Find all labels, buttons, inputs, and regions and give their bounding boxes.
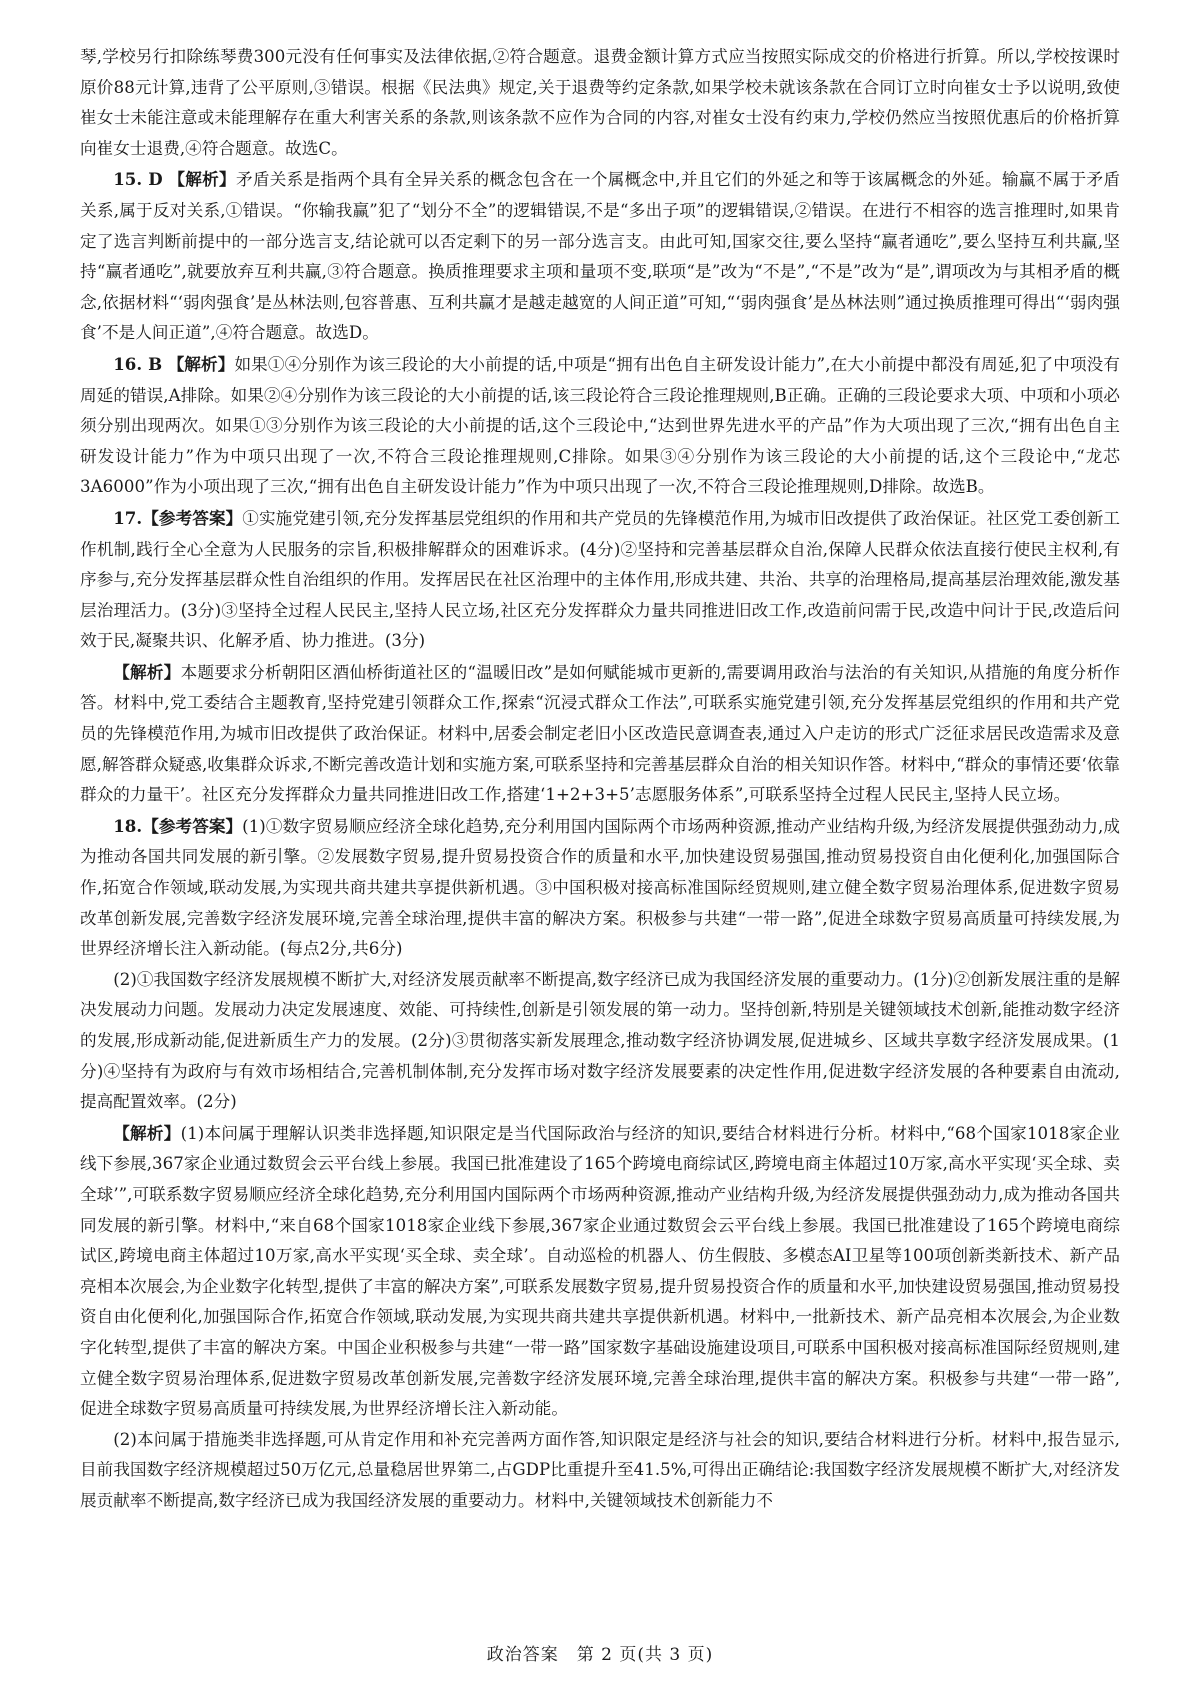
reference-answer-tag: 【参考答案】	[142, 815, 243, 836]
paragraph-q15	[80, 164, 1120, 349]
paragraph-q18-answer-2	[80, 965, 1120, 1118]
paragraph-text: (2)本问属于措施类非选择题,可从肯定作用和补充完善两方面作答,知识限定是经济与社会的知识,要结合材料进行分析。材料中,报告显示,目前我国数字经济规模超过50万亿元,总量稳居世界第二,占GDP比重提升至41.5%,可得出正确结论:我国数字经济发展规模不断扩大,对经济发展贡献率不断提高,数字经济已成为我国经济发展的重要动力。材料中,关键领域技术创新能力不	[80, 1429, 1120, 1510]
paragraph-text: (2)①我国数字经济发展规模不断扩大,对经济发展贡献率不断提高,数字经济已成为我国经济发展的重要动力。(1分)②创新发展注重的是解决发展动力问题。发展动力决定发展速度、效能、可持续性,创新是引领发展的第一动力。坚持创新,特别是关键领域技术创新,能推动数字经济的发展,形成新动能,促进新质生产力的发展。(2分)③贯彻落实新发展理念,推动数字经济协调发展,促进城乡、区域共享数字经济发展成果。(1分)④坚持有为政府与有效市场相结合,完善机制体制,充分发挥市场对数字经济发展要素的决定性作用,促进数字经济发展的各种要素自由流动,提高配置效率。(2分)	[80, 969, 1120, 1112]
paragraph-text: 本题要求分析朝阳区酒仙桥街道社区的“温暖旧改”是如何赋能城市更新的,需要调用政治与法治的有关知识,从措施的角度分析作答。材料中,党工委结合主题教育,坚持党建引领群众工作,探索“沉浸式群众工作法”,可联系实施党建引领,充分发挥基层党组织的作用和共产党员的先锋模范作用,为城市旧改提供了政治保证。材料中,居委会制定老旧小区改造民意调查表,通过入户走访的形式广泛征求居民改造需求及意愿,解答群众疑惑,收集群众诉求,不断完善改造计划和实施方案,可联系坚持和完善基层群众自治的相关知识作答。材料中,“群众的事情还要‘依靠群众的力量干’。社区充分发挥群众力量共同推进旧改工作,搭建‘1+2+3+5’志愿服务体系”,可联系坚持全过程人民民主,坚持人民立场。	[80, 662, 1120, 805]
paragraph-q18-answer-1	[80, 811, 1120, 965]
answer-page	[80, 42, 1120, 1517]
analysis-tag: 【解析】	[168, 169, 236, 190]
analysis-tag: 【解析】	[167, 353, 235, 374]
paragraph-q14-continued	[80, 42, 1120, 164]
analysis-tag: 【解析】	[113, 1122, 181, 1143]
paragraph-text: (1)①数字贸易顺应经济全球化趋势,充分利用国内国际两个市场两种资源,推动产业结构升级,为经济发展提供强劲动力,成为推动各国共同发展的新引擎。②发展数字贸易,提升贸易投资合作的质量和水平,加快建设贸易强国,推动贸易投资自由化便利化,加强国际合作,拓宽合作领域,联动发展,为实现共商共建共享提供新机遇。③中国积极对接高标准国际经贸规则,建立健全数字贸易治理体系,促进数字贸易改革创新发展,完善数字经济发展环境,完善全球治理,提供丰富的解决方案。积极参与共建“一带一路”,促进全球数字贸易高质量可持续发展,为世界经济增长注入新动能。(每点2分,共6分)	[80, 816, 1120, 959]
page-footer: 政治答案 第 2 页(共 3 页)	[486, 1645, 714, 1665]
question-number: 15. D	[113, 169, 163, 190]
paragraph-q17-analysis	[80, 657, 1120, 811]
question-number: 17.	[113, 507, 143, 528]
paragraph-q18-analysis-2	[80, 1425, 1120, 1517]
paragraph-q16	[80, 349, 1120, 503]
paragraph-text: (1)本问属于理解认识类非选择题,知识限定是当代国际政治与经济的知识,要结合材料进行分析。材料中,“68个国家1018家企业线下参展,367家企业通过数贸会云平台线上参展。我国已批准建设了165个跨境电商综试区,跨境电商主体超过10万家,高水平实现‘买全球、卖全球’”,可联系数字贸易顺应经济全球化趋势,充分利用国内国际两个市场两种资源,推动产业结构升级,为经济发展提供强劲动力,成为推动各国共同发展的新引擎。材料中,“来自68个国家1018家企业线下参展,367家企业通过数贸会云平台线上参展。我国已批准建设了165个跨境电商综试区,跨境电商主体超过10万家,高水平实现‘买全球、卖全球’。自动巡检的机器人、仿生假肢、多模态AI卫星等100项创新类新技术、新产品亮相本次展会,为企业数字化转型,提供了丰富的解决方案”,可联系发展数字贸易,提升贸易投资合作的质量和水平,加快建设贸易强国,推动贸易投资自由化便利化,加强国际合作,拓宽合作领域,联动发展,为实现共商共建共享提供新机遇。材料中,一批新技术、新产品亮相本次展会,为企业数字化转型,提供了丰富的解决方案。中国企业积极参与共建“一带一路”国家数字基础设施建设项目,可联系中国积极对接高标准国际经贸规则,建立健全数字贸易治理体系,促进数字贸易改革创新发展,完善数字经济发展环境,完善全球治理,提供丰富的解决方案。积极参与共建“一带一路”,促进全球数字贸易高质量可持续发展,为世界经济增长注入新动能。	[80, 1123, 1120, 1419]
question-number: 16. B	[113, 353, 163, 374]
paragraph-q17-answer	[80, 503, 1120, 657]
question-number: 18.	[113, 815, 143, 836]
paragraph-q18-analysis-1	[80, 1118, 1120, 1425]
analysis-tag: 【解析】	[113, 661, 181, 682]
reference-answer-tag: 【参考答案】	[142, 507, 243, 528]
paragraph-text: 矛盾关系是指两个具有全异关系的概念包含在一个属概念中,并且它们的外延之和等于该属概念的外延。输赢不属于矛盾关系,属于反对关系,①错误。“你输我赢”犯了“划分不全”的逻辑错误,不是“多出子项”的逻辑错误,②错误。在进行不相容的选言推理时,如果肯定了选言判断前提中的一部分选言支,结论就可以否定剩下的另一部分选言支。由此可知,国家交往,要么坚持“赢者通吃”,要么坚持互利共赢,坚持“赢者通吃”,就要放弃互利共赢,③符合题意。换质推理要求主项和量项不变,联项“是”改为“不是”,“不是”改为“是”,谓项改为与其相矛盾的概念,依据材料“‘弱肉强食’是丛林法则,包容普惠、互利共赢才是越走越宽的人间正道”可知,“‘弱肉强食’是丛林法则”通过换质推理可得出“‘弱肉强食’不是人间正道”,④符合题意。故选D。	[80, 170, 1121, 343]
paragraph-text: 如果①④分别作为该三段论的大小前提的话,中项是“拥有出色自主研发设计能力”,在大小前提中都没有周延,犯了中项没有周延的错误,A排除。如果②④分别作为该三段论的大小前提的话,该三段论符合三段论推理规则,B正确。正确的三段论要求大项、中项和小项必须分别出现两次。如果①③分别作为该三段论的大小前提的话,这个三段论中,“达到世界先进水平的产品”作为大项出现了三次,“拥有出色自主研发设计能力”作为中项只出现了一次,不符合三段论推理规则,C排除。如果③④分别作为该三段论的大小前提的话,这个三段论中,“龙芯3A6000”作为小项出现了三次,“拥有出色自主研发设计能力”作为中项只出现了一次,不符合三段论推理规则,D排除。故选B。	[80, 354, 1121, 497]
paragraph-text: ①实施党建引领,充分发挥基层党组织的作用和共产党员的先锋模范作用,为城市旧改提供了政治保证。社区党工委创新工作机制,践行全心全意为人民服务的宗旨,积极排解群众的困难诉求。(4分)②坚持和完善基层群众自治,保障人民群众依法直接行使民主权利,有序参与,充分发挥基层群众性自治组织的作用。发挥居民在社区治理中的主体作用,形成共建、共治、共享的治理格局,提高基层治理效能,激发基层治理活力。(3分)③坚持全过程人民民主,坚持人民立场,社区充分发挥群众力量共同推进旧改工作,改造前问需于民,改造中问计于民,改造后问效于民,凝聚共识、化解矛盾、协力推进。(3分)	[80, 508, 1120, 651]
paragraph-text: 琴,学校另行扣除练琴费300元没有任何事实及法律依据,②符合题意。退费金额计算方式应当按照实际成交的价格进行折算。所以,学校按课时原价88元计算,违背了公平原则,③错误。根据《民法典》规定,关于退费等约定条款,如果学校未就该条款在合同订立时向崔女士予以说明,致使崔女士未能注意或未能理解存在重大利害关系的条款,则该条款不应作为合同的内容,对崔女士没有约束力,学校仍然应当按照优惠后的价格折算向崔女士退费,④符合题意。故选C。	[80, 47, 1120, 158]
